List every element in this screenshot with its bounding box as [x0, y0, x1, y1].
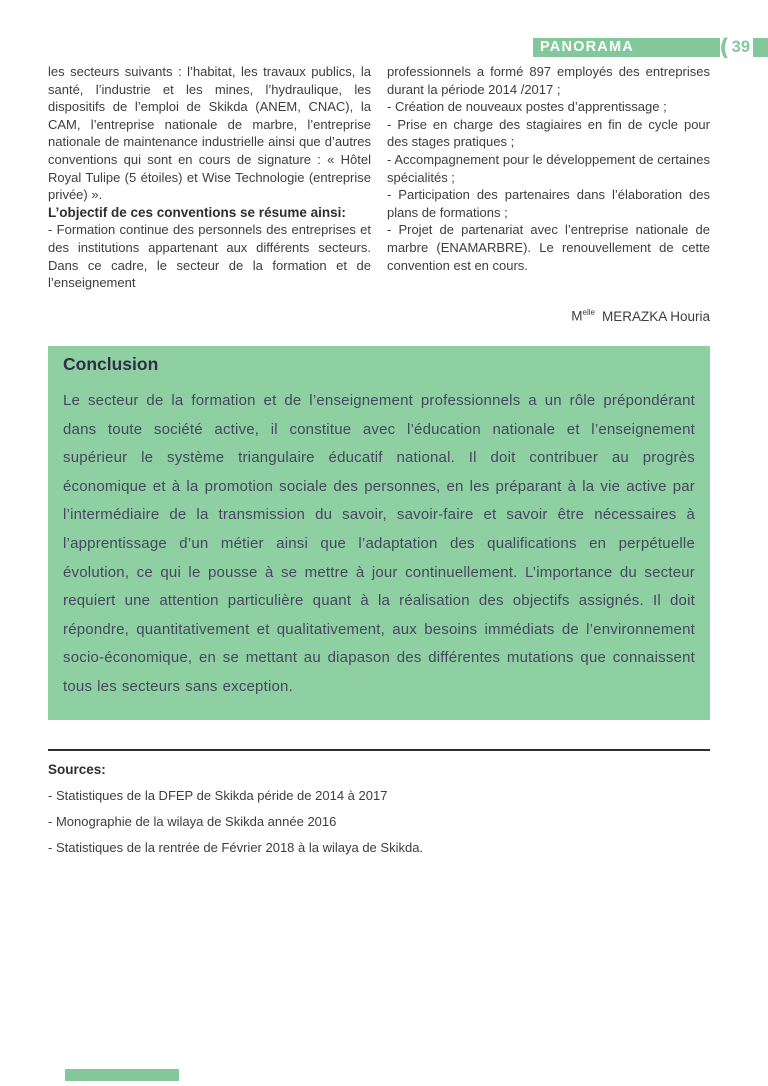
- body-paragraph: professionnels a formé 897 employés des entreprises durant la période 2014 /2017 ;: [387, 64, 710, 97]
- list-item: - Création de nouveaux postes d’apprentissage ;: [387, 99, 667, 115]
- list-item: - Accompagnement pour le développement de certaines spécialités ;: [387, 151, 710, 185]
- sources-list: [48, 787, 710, 856]
- source-item: - Monographie de la wilaya de Skikda année 2016: [48, 814, 337, 829]
- list-item: - Prise en charge des stagiaires en fin de cycle pour des stages pratiques ;: [387, 116, 710, 150]
- page-number: 39: [731, 38, 750, 56]
- right-column: [387, 63, 710, 325]
- page-number-badge: [719, 36, 768, 59]
- sources-title: Sources:: [48, 762, 106, 777]
- signature-superscript: elle: [582, 308, 595, 318]
- footer-green-mark: [65, 1069, 179, 1081]
- body-paragraph: les secteurs suivants : l’habitat, les travaux publics, la santé, l’industrie et les mines, l’hydraulique, les dispositifs de l’emploi de Skikda (ANEM, CNAC), la CAM, l’entreprise nationale de marbre, l’entreprise nationale de maintenance industrielle ainsi que d’autres conventions qui sont en cours de signature : « Hôtel Royal Tulipe (5 étoiles) et Wise Technologie (entreprise privée) ».: [48, 64, 371, 203]
- sources-section: [48, 762, 710, 865]
- signature-prefix: M: [571, 308, 583, 324]
- source-item: - Statistiques de la rentrée de Février 2018 à la wilaya de Skikda.: [48, 840, 424, 855]
- author-name: MERAZKA Houria: [601, 308, 710, 324]
- conclusion-box: [48, 346, 710, 720]
- left-column: [48, 63, 371, 292]
- bracket-right-icon: [753, 38, 768, 57]
- source-item: - Statistiques de la DFEP de Skikda péride de 2014 à 2017: [48, 788, 388, 803]
- objective-heading: L’objectif de ces conventions se résume ainsi:: [48, 204, 346, 220]
- section-title: PANORAMA: [540, 39, 634, 55]
- bracket-left-icon: (: [719, 34, 730, 61]
- bullet-list: [387, 98, 710, 274]
- body-paragraph: - Formation continue des personnels des entreprises et des institutions appartenant aux différents secteurs. Dans ce cadre, le secteur de la formation et de l’enseignement: [48, 222, 371, 291]
- list-item: - Participation des partenaires dans l’élaboration des plans de formations ;: [387, 187, 710, 220]
- section-banner: [533, 38, 720, 57]
- conclusion-title: Conclusion: [63, 354, 159, 374]
- divider-line: [48, 749, 710, 751]
- conclusion-body: Le secteur de la formation et de l’enseignement professionnels a un rôle prépondérant dans toute société active, il constitue avec l’éducation nationale et l’enseignement supérieur le système triangulaire éducatif national. Il doit contribuer au progrès économique et à la promotion sociale des personnes, en les préparant à la vie active par l’intermédiaire de la transmission du savoir, savoir-faire et savoir être nécessaires à l’apprentissage d’un métier ainsi que l’adaptation des qualifications en perpétuelle évolution, ce qui le pousse à se mettre à jour continuellement. L’importance du secteur requiert une attention particulière quant à la réalisation des objectifs assignés. Il doit répondre, quantitativement et qualitativement, aux besoins immédiats de l’environnement socio-économique, en se mettant au diapason des différentes mutations que connaissent tous les secteurs sans exception.: [63, 392, 695, 695]
- author-signature: [387, 304, 710, 325]
- list-item: - Projet de partenariat avec l’entreprise nationale de marbre (ENAMARBRE). Le renouvellement de cette convention est en cours.: [387, 222, 710, 273]
